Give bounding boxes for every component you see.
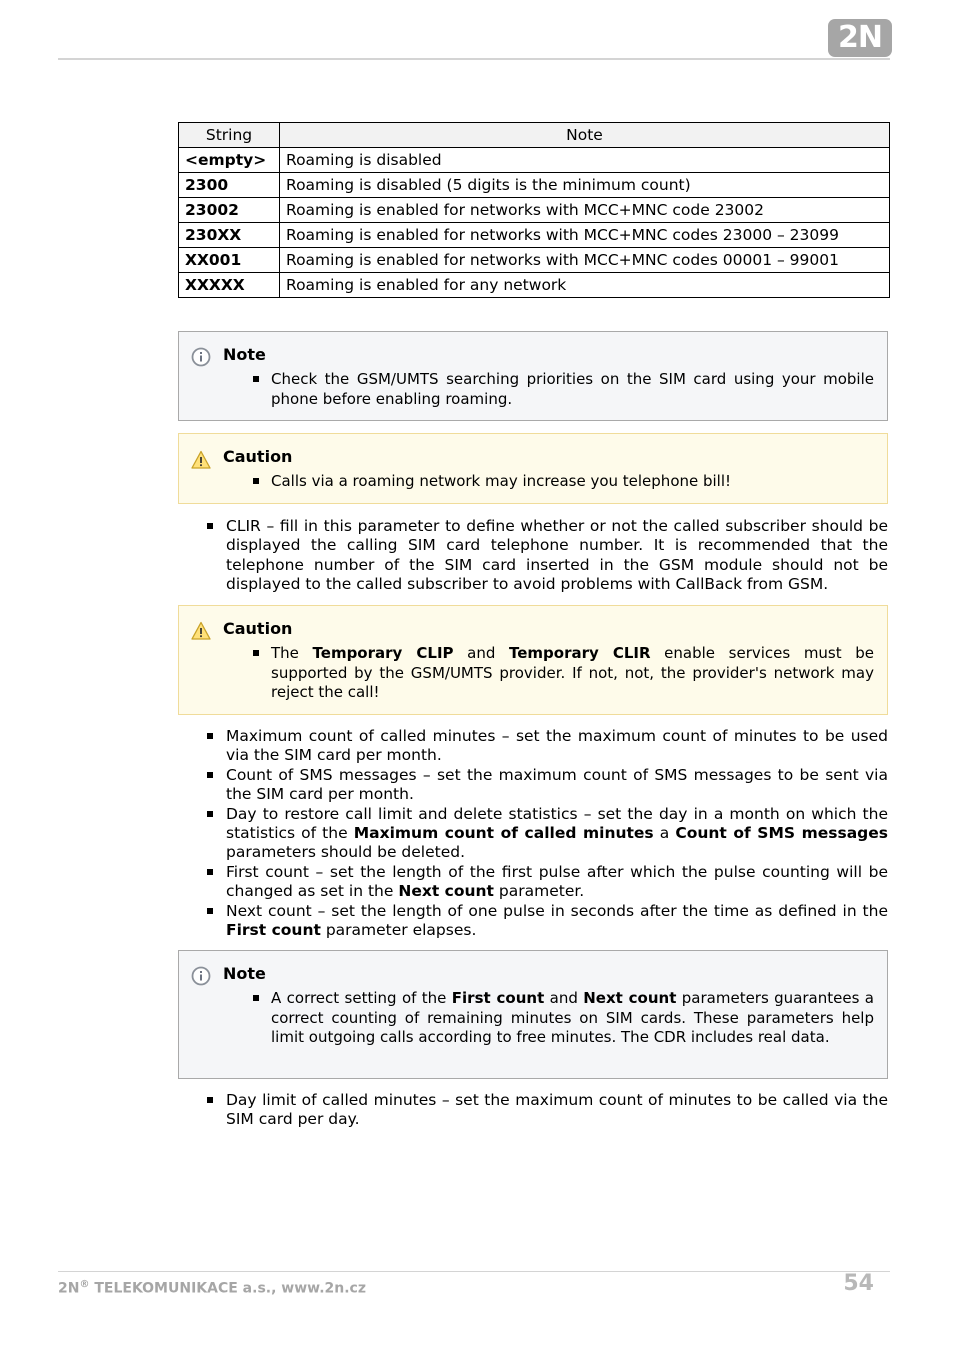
day-limit-list — [226, 1091, 888, 1130]
caution-title: Caution — [223, 447, 293, 466]
text-run: parameters guarantees a correct counting of remaining minutes on SIM cards. These parameters help limit outgoing calls according to free minutes. The CDR includes real data. — [271, 989, 874, 1046]
table-row — [179, 198, 890, 223]
footer-rule — [58, 1271, 890, 1272]
term-sms-count: Count of SMS messages — [675, 824, 889, 843]
text-run: parameter. — [493, 882, 585, 901]
text-run: Day to restore call limit and delete statistics – set the day in a month on which the statistics of the — [226, 804, 888, 843]
text-run: Next count – set the length of one pulse in seconds after the time as defined in the — [226, 901, 888, 920]
clir-list — [226, 517, 888, 595]
note-box — [178, 950, 888, 1079]
list-item: Calls via a roaming network may increase you telephone bill! — [271, 472, 874, 492]
caution-list — [271, 644, 874, 703]
table-cell-string: XX001 — [179, 248, 280, 273]
parameter-list — [226, 727, 888, 940]
table-cell-note: Roaming is enabled for any network — [280, 273, 890, 298]
list-item-day-limit: Day limit of called minutes – set the maximum count of minutes to be called via the SIM card per day. — [226, 1091, 888, 1129]
note-title: Note — [223, 964, 266, 983]
table-cell-note: Roaming is enabled for networks with MCC+MNC code 23002 — [280, 198, 890, 223]
table-row — [179, 223, 890, 248]
roaming-table — [178, 122, 890, 298]
info-icon — [191, 966, 211, 986]
term-first-count: First count — [451, 989, 545, 1007]
note-list — [271, 370, 874, 409]
caution-box — [178, 433, 888, 504]
registered-mark: ® — [79, 1279, 90, 1290]
table-cell-string: 230XX — [179, 223, 280, 248]
table-row — [179, 273, 890, 298]
term-next-count: Next count — [398, 882, 494, 901]
caution-title: Caution — [223, 619, 293, 638]
brand-logo: 2N — [828, 19, 892, 57]
table-row — [179, 173, 890, 198]
info-icon — [191, 347, 211, 367]
text-run: a — [653, 824, 676, 843]
term-max-minutes: Maximum count of called minutes — [353, 824, 654, 843]
note-box — [178, 331, 888, 421]
term-first-count: First count — [226, 921, 321, 940]
text-run: and — [544, 989, 584, 1007]
page-number: 54 — [843, 1271, 874, 1296]
column-header: Note — [280, 123, 890, 148]
list-item-clir: CLIR – fill in this parameter to define whether or not the called subscriber should be displayed the calling SIM card telephone number. It is recommended that the telephone number of the SIM card inserted in the GSM module should not be displayed to the called subscriber to avoid problems with CallBack from GSM. — [226, 517, 888, 594]
table-header-row — [179, 123, 890, 148]
list-item-sms-count: Count of SMS messages – set the maximum count of SMS messages to be sent via the SIM card per month. — [226, 765, 888, 804]
note-list — [271, 989, 874, 1048]
table-row — [179, 148, 890, 173]
table-cell-note: Roaming is enabled for networks with MCC+MNC codes 00001 – 99001 — [280, 248, 890, 273]
text-run: parameters should be deleted. — [226, 843, 466, 862]
table-cell-note: Roaming is disabled — [280, 148, 890, 173]
table-row — [179, 248, 890, 273]
text-run: A correct setting of the — [271, 989, 452, 1007]
footer-company-name: TELEKOMUNIKACE a.s., www.2n.cz — [89, 1280, 366, 1297]
text-run: parameter elapses. — [320, 921, 477, 940]
list-item: Check the GSM/UMTS searching priorities on the SIM card using your mobile phone before enabling roaming. — [271, 370, 874, 408]
table-cell-string: 2300 — [179, 173, 280, 198]
list-item-first-count — [226, 863, 888, 902]
header-rule — [58, 58, 890, 60]
table-cell-note: Roaming is disabled (5 digits is the minimum count) — [280, 173, 890, 198]
note-title: Note — [223, 345, 266, 364]
warning-icon — [191, 450, 211, 470]
table-cell-note: Roaming is enabled for networks with MCC+MNC codes 23000 – 23099 — [280, 223, 890, 248]
warning-icon — [191, 621, 211, 641]
text-run: and — [453, 644, 509, 662]
list-item — [271, 989, 874, 1048]
table-cell-string: <empty> — [179, 148, 280, 173]
footer-company — [58, 1279, 366, 1297]
caution-box — [178, 605, 888, 715]
table-cell-string: 23002 — [179, 198, 280, 223]
term-temporary-clip: Temporary CLIP — [312, 644, 454, 662]
list-item-day-restore — [226, 805, 888, 863]
column-header: String — [179, 123, 280, 148]
text-run: enable services must be supported by the GSM/UMTS provider. If not, not, the provider's network may reject the call! — [271, 644, 874, 701]
term-temporary-clir: Temporary CLIR — [509, 644, 651, 662]
table-cell-string: XXXXX — [179, 273, 280, 298]
term-next-count: Next count — [583, 989, 677, 1007]
list-item-max-minutes: Maximum count of called minutes – set the maximum count of minutes to be used via the SIM card per month. — [226, 727, 888, 765]
footer-brand: 2N — [58, 1280, 80, 1297]
caution-list — [271, 472, 874, 492]
list-item — [271, 644, 874, 703]
text-run: The — [271, 644, 313, 662]
text-run: First count – set the length of the first pulse after which the pulse counting will be changed as set in the — [226, 862, 888, 901]
list-item-next-count — [226, 902, 888, 941]
